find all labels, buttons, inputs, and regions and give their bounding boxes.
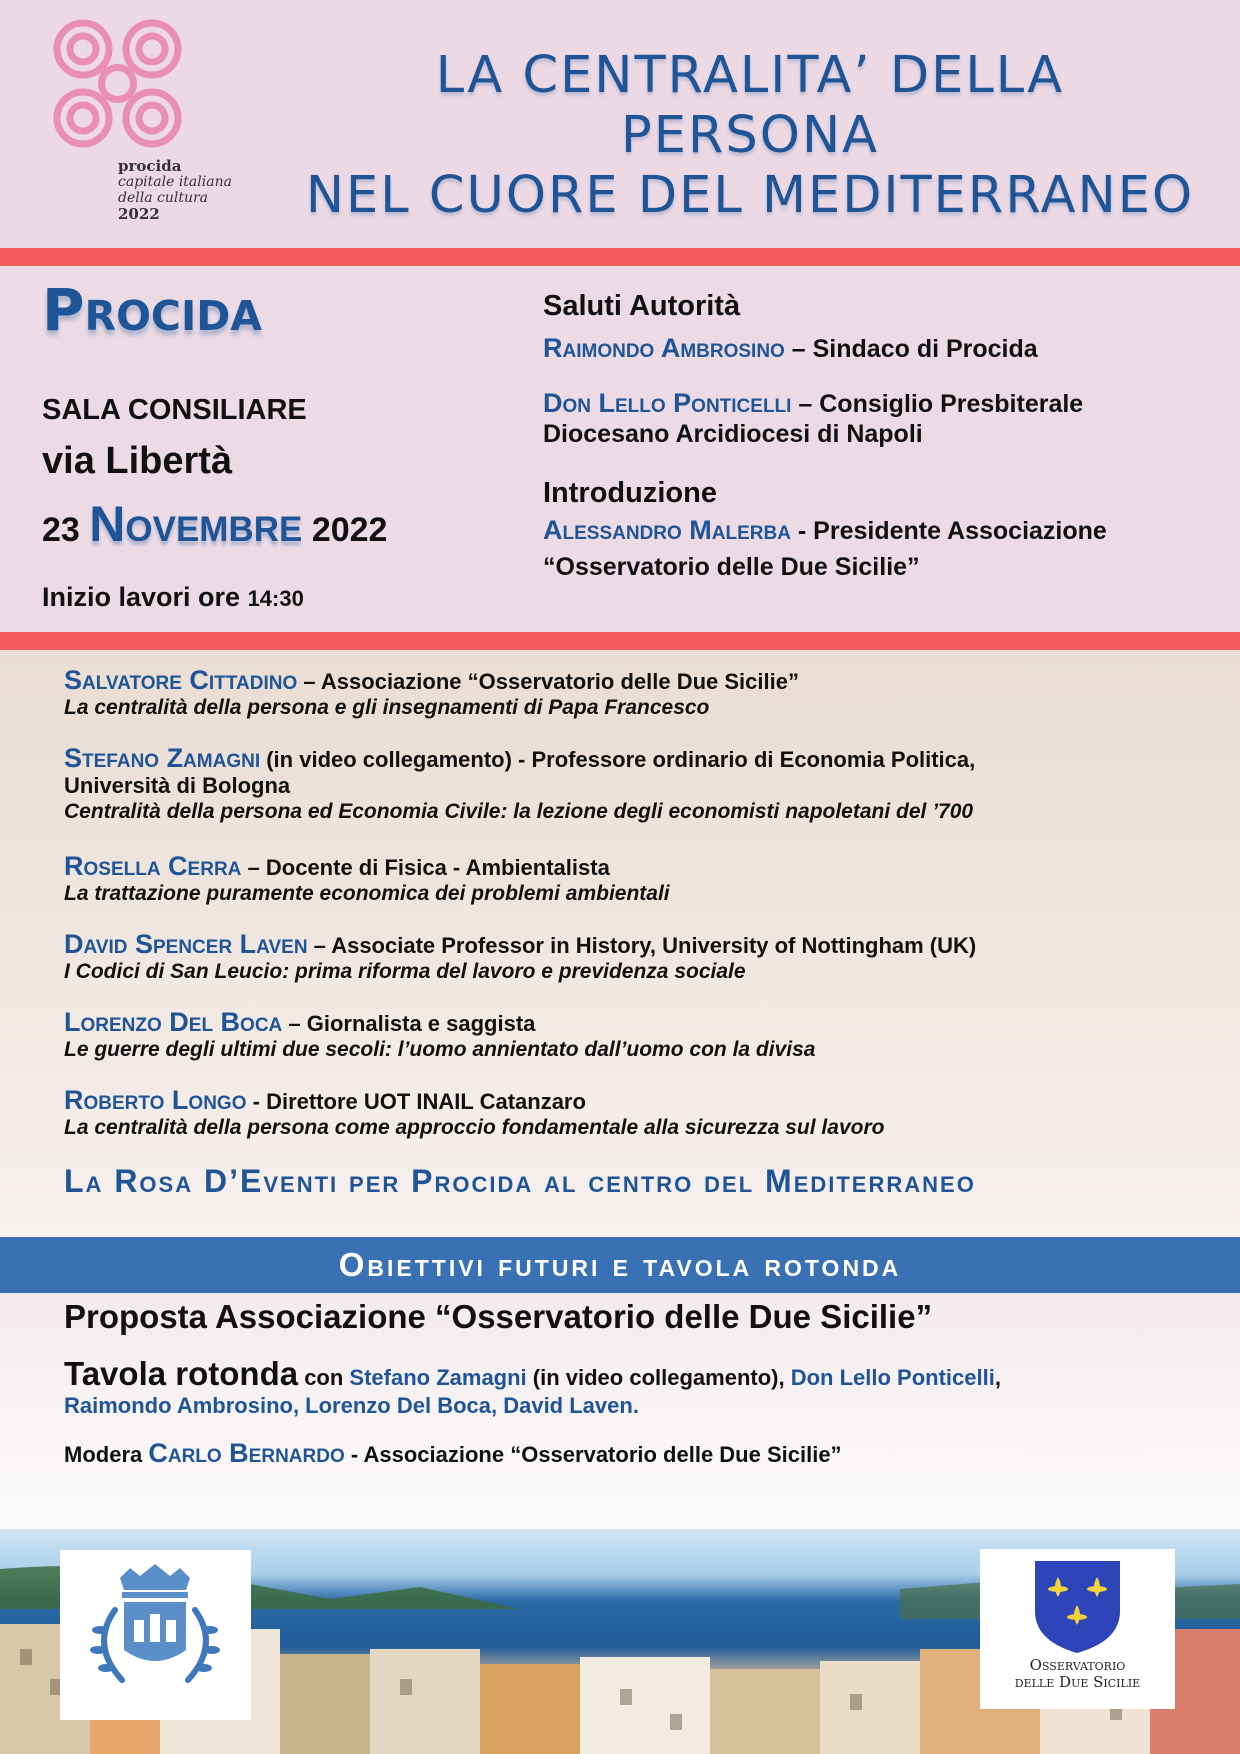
talk-speaker-role: (in video collegamento) - Professore ordinario di Economia Politica, [266,747,976,772]
moderator-name: Carlo Bernardo [148,1438,345,1468]
greetings-heading: Saluti Autorità [543,290,741,322]
speaker-role-line2: Diocesano Arcidiocesi di Napoli [543,420,923,448]
street: via Libertà [42,440,233,482]
talk-title: La centralità della persona e gli insegnamenti di Papa Francesco [64,696,710,719]
procida-logo-icon [50,16,185,151]
osservatorio-caption [980,1657,1175,1691]
proposal-heading: Proposta Associazione “Osservatorio delle Due Sicilie” [64,1298,933,1335]
rosa-heading: La Rosa D’Eventi per Procida al centro del Mediterraneo [64,1163,976,1199]
talk-title: La centralità della persona come approccio fondamentale alla sicurezza sul lavoro [64,1116,885,1139]
date-month: Novembre [89,496,303,552]
logo-caption-line: della cultura [118,190,209,206]
greetings-column [543,290,1223,585]
venue: SALA CONSILIARE [42,394,307,426]
moderator [64,1438,842,1469]
greeting-speaker [543,388,1223,449]
round-table-participant: Don Lello Ponticelli [790,1365,995,1390]
logo-caption-line: procida [118,157,182,175]
event-date [42,495,387,553]
divider-bar [0,248,1240,266]
talk-title: Le guerre degli ultimi due secoli: l’uomo annientato dall’uomo con la divisa [64,1038,816,1061]
speaker-name: Raimondo Ambrosino [543,333,785,363]
title-line-2: NEL CUORE DEL MEDITERRANEO [305,166,1195,225]
round-table-note: (in video collegamento), [526,1365,791,1390]
osservatorio-caption-line: delle Due Sicilie [1014,1673,1141,1691]
talk-speaker-role: – Docente di Fisica - Ambientalista [247,855,610,880]
speaker-role: - Presidente Associazione [797,517,1107,545]
comune-procida-logo [60,1550,251,1720]
talk-title: I Codici di San Leucio: prima riforma del lavoro e previdenza sociale [64,960,746,983]
talk-speaker-role: – Associate Professor in History, University of Nottingham (UK) [313,933,977,958]
osservatorio-logo [980,1549,1175,1709]
date-day: 23 [42,511,80,549]
talk-speaker-name: Rosella Cerra [64,851,242,881]
shield-fleur-de-lis-icon [980,1549,1175,1657]
date-year: 2022 [311,511,388,549]
round-table-separator: , [994,1365,1001,1390]
start-time [42,582,304,613]
talk-speaker-role-line2: Università di Bologna [64,773,291,798]
round-table-participants: Raimondo Ambrosino, Lorenzo Del Boca, David Laven. [64,1393,639,1418]
speaker-role: – Consiglio Presbiterale [798,390,1084,418]
talk-speaker-role: – Giornalista e saggista [288,1011,536,1036]
round-table-label: Tavola rotonda [64,1355,299,1392]
moderator-label: Modera [64,1442,149,1467]
talk-speaker-name: David Spencer Laven [64,929,308,959]
start-time-value: 14:30 [247,586,304,611]
title-line-1: LA CENTRALITA’ DELLA PERSONA [435,46,1065,165]
talk-speaker-role: - Direttore UOT INAIL Catanzaro [252,1089,586,1114]
talk-item [64,667,1214,721]
greeting-speaker [543,333,1223,364]
intro-speaker [543,512,1223,585]
header-section [0,0,1240,248]
talk-item [64,1087,1214,1141]
moderator-role: - Associazione “Osservatorio delle Due Sicilie” [344,1442,842,1467]
talk-item [64,745,1214,825]
speaker-name: Don Lello Ponticelli [543,388,792,418]
talk-title: La trattazione puramente economica dei problemi ambientali [64,882,670,905]
start-label: Inizio lavori ore [42,582,241,612]
speaker-name: Alessandro Malerba [543,515,791,545]
talk-speaker-name: Roberto Longo [64,1085,247,1115]
section-band: Obiettivi futuri e tavola rotonda [0,1237,1240,1293]
talk-item [64,853,1214,907]
round-table-participant: Stefano Zamagni [349,1365,527,1390]
page-title [300,46,1200,226]
talk-item [64,1009,1214,1063]
talk-speaker-name: Stefano Zamagni [64,743,261,773]
logo-caption [118,158,232,222]
talk-speaker-name: Lorenzo Del Boca [64,1007,283,1037]
divider-bar [0,632,1240,650]
coat-of-arms-icon [60,1550,251,1720]
intro-heading: Introduzione [543,477,717,509]
round-table-with: con [298,1365,350,1390]
speaker-role: – Sindaco di Procida [791,335,1038,363]
logo-caption-line: capitale italiana [118,174,232,190]
speaker-role-line2: “Osservatorio delle Due Sicilie” [543,553,920,581]
talk-item [64,931,1214,985]
round-table [64,1355,1204,1420]
talk-title: Centralità della persona ed Economia Civile: la lezione degli economisti napoletani del ’700 [64,800,974,823]
place-heading: Procida [42,276,263,344]
osservatorio-caption-line: Osservatorio [1029,1656,1126,1674]
talk-speaker-role: – Associazione “Osservatorio delle Due Sicilie” [303,669,799,694]
logo-caption-line: 2022 [118,205,160,223]
talk-speaker-name: Salvatore Cittadino [64,665,298,695]
